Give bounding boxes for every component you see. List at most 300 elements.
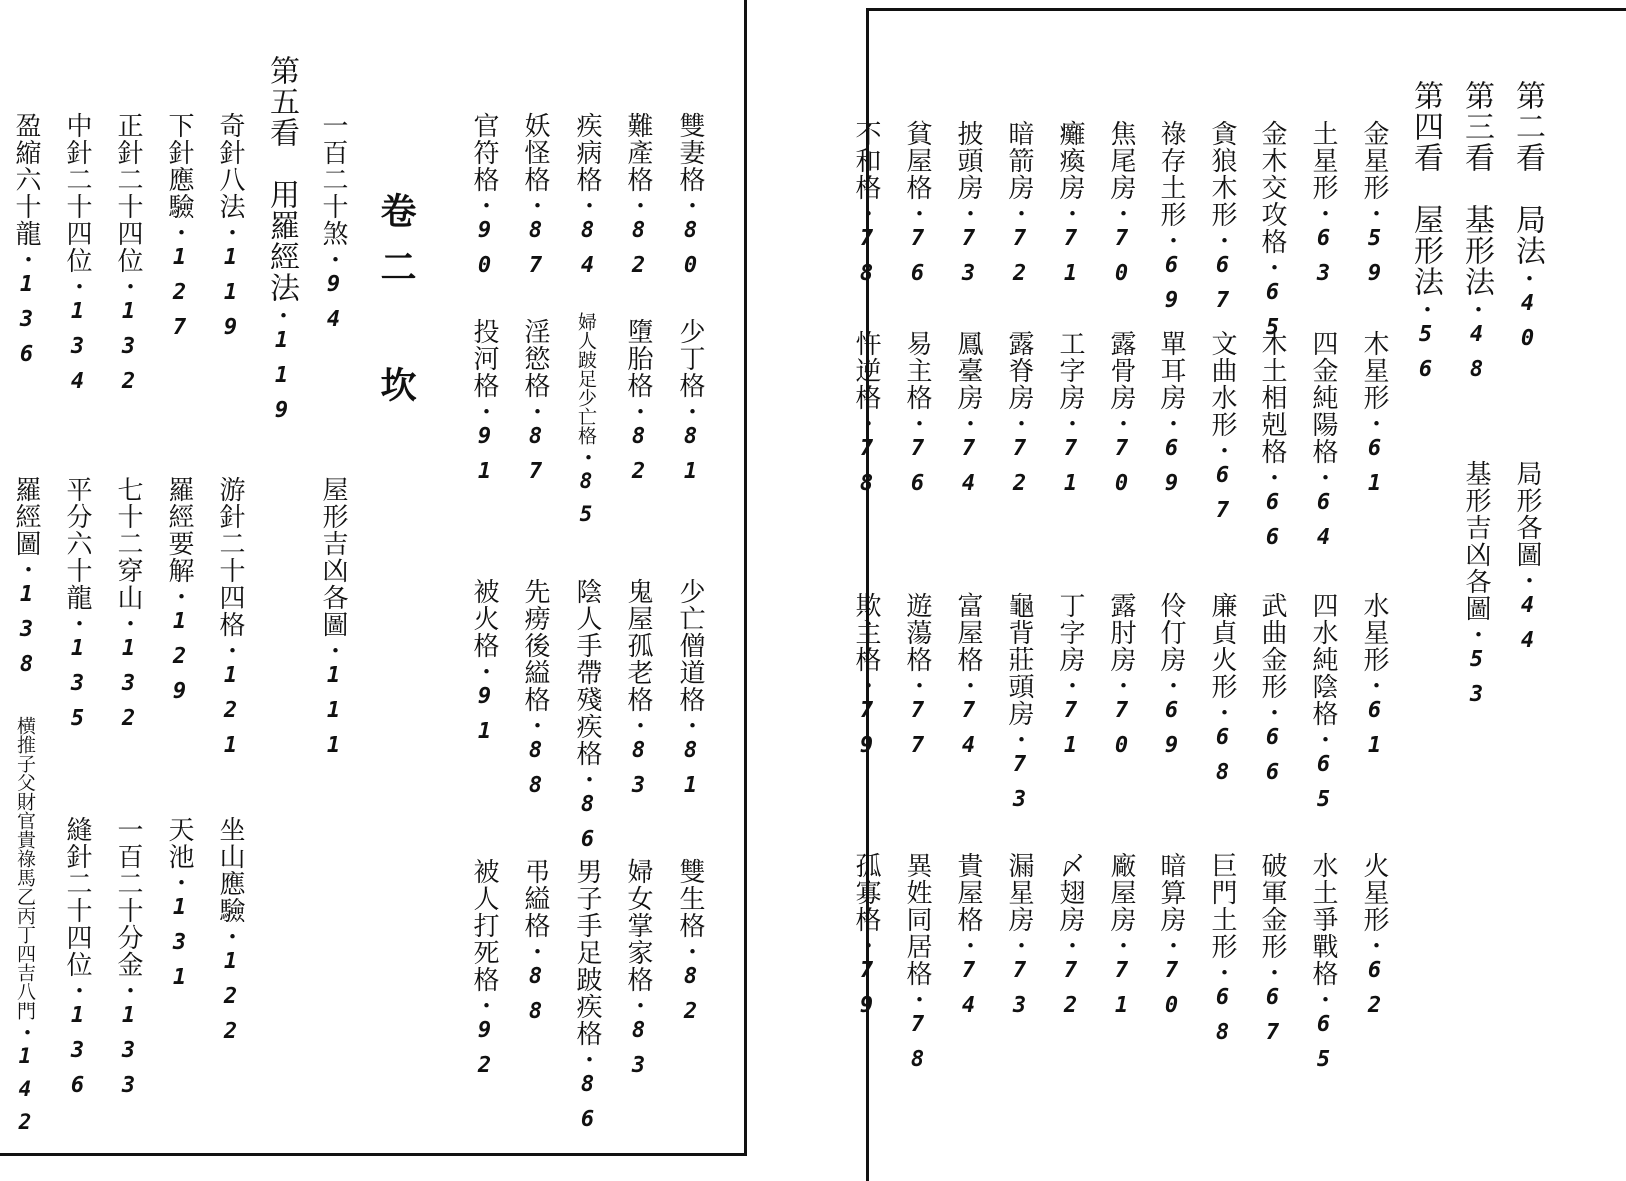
right_page-toc-entry [1108,330,1134,506]
entry-dot: ・ [852,673,880,698]
left_page-toc-entry [166,112,192,350]
entry-page-number: 79 [854,958,879,1028]
entry-page-number: 76 [905,436,930,506]
entry-page-number: 70 [1109,436,1134,506]
entry-title: 廉貞火形 [1207,592,1237,700]
entry-title: 弔縊格 [520,858,550,939]
right_page-toc-entry [1310,120,1336,296]
entry-title: 巨門土形 [1207,852,1237,960]
entry-title: 貪狼木形 [1207,120,1237,228]
entry-page-number: 71 [1109,958,1134,1028]
entry-title: 婦女掌家格 [623,858,653,993]
entry-page-number: 136 [14,272,39,377]
entry-dot: ・ [1005,411,1033,436]
entry-dot: ・ [624,399,652,424]
entry-dot: ・ [1157,411,1185,436]
entry-title: 金星形 [1359,120,1389,201]
left_page-toc-entry [522,578,548,808]
entry-page-number: 72 [1007,436,1032,506]
right_page-toc-entry [1057,852,1083,1028]
entry-title: 富屋格 [953,592,983,673]
entry-title: 坐山應驗 [215,816,245,924]
entry-title: 婦人跛足少亡格 [575,312,597,445]
entry-dot: ・ [63,611,91,636]
entry-title: 盈縮六十龍 [11,112,41,247]
entry-dot: ・ [573,767,601,792]
entry-dot: ・ [1056,673,1084,698]
left_page-toc-entry [13,716,37,1143]
entry-dot: ・ [573,193,601,218]
entry-title: 平分六十龍 [62,476,92,611]
entry-page-number: 61 [1362,698,1387,768]
right_page-toc-entry [1057,592,1083,768]
entry-title: 官符格 [469,112,499,193]
entry-title: 被人打死格 [469,858,499,993]
entry-dot: ・ [216,220,244,245]
entry-title: 露脊房 [1004,330,1034,411]
right_page-toc-entry [1057,120,1083,296]
entry-title: 癱瘓房 [1055,120,1085,201]
entry-dot: ・ [624,713,652,738]
entry-page-number: 72 [1007,226,1032,296]
entry-title: 文曲水形 [1207,330,1237,438]
entry-page-number: 87 [523,424,548,494]
entry-title: 基形吉凶各圖 [1461,460,1491,622]
entry-page-number: 80 [678,218,703,288]
left_page-toc-entry [13,112,39,377]
entry-page-number: 136 [65,1003,90,1108]
entry-page-number: 84 [575,218,600,288]
entry-dot: ・ [521,193,549,218]
entry-dot: ・ [267,303,295,328]
entry-dot: ・ [676,193,704,218]
entry-title: 欺主格 [851,592,881,673]
right_page-toc-entry [1361,852,1387,1028]
entry-dot: ・ [676,713,704,738]
entry-page-number: 68 [1210,985,1235,1055]
entry-page-number: 73 [1007,752,1032,822]
left_page-toc-entry [677,578,703,808]
entry-dot: ・ [1360,411,1388,436]
entry-dot: ・ [1005,727,1033,752]
entry-title: 水星形 [1359,592,1389,673]
entry-page-number: 59 [1362,226,1387,296]
entry-dot: ・ [114,978,142,1003]
entry-dot: ・ [954,411,982,436]
entry-page-number: 71 [1058,226,1083,296]
entry-page-number: 70 [1109,698,1134,768]
entry-dot: ・ [1005,201,1033,226]
entry-page-number: 78 [905,1012,930,1082]
left_page-toc-entry [64,112,90,404]
right_page-toc-entry [1006,120,1032,296]
right_page-toc-entry [1057,330,1083,506]
entry-page-number: 82 [678,964,703,1034]
entry-page-number: 67 [1210,253,1235,323]
entry-title: 披頭房 [953,120,983,201]
entry-page-number: 53 [1464,647,1489,717]
entry-dot: ・ [1258,960,1286,985]
entry-dot: ・ [470,659,498,684]
entry-title: 第四看 屋形法 [1408,80,1443,297]
entry-title: 鳳臺房 [953,330,983,411]
entry-dot: ・ [521,939,549,964]
left_page-toc-entry [677,318,703,494]
entry-page-number: 90 [472,218,497,288]
entry-dot: ・ [954,201,982,226]
entry-page-number: 65 [1311,752,1336,822]
entry-title: 中針二十四位 [62,112,92,274]
right_page-toc-entry [1463,460,1489,717]
entry-page-number: 81 [678,424,703,494]
left_page-toc-entry [320,112,346,342]
entry-page-number: 81 [678,738,703,808]
left_page-toc-entry [166,476,192,714]
right_page-toc-entry [1514,460,1540,663]
left_page-toc-entry [264,55,299,433]
entry-dot: ・ [624,193,652,218]
entry-title: 漏星房 [1004,852,1034,933]
left_page-toc-entry [677,112,703,288]
entry-page-number: 76 [905,226,930,296]
entry-page-number: 111 [321,663,346,768]
entry-dot: ・ [1208,700,1236,725]
entry-page-number: 61 [1362,436,1387,506]
entry-dot: ・ [1056,201,1084,226]
entry-dot: ・ [1513,266,1541,291]
entry-page-number: 87 [523,218,548,288]
entry-page-number: 65 [1311,1012,1336,1082]
entry-title: 游針二十四格 [215,476,245,638]
entry-page-number: 119 [269,328,294,433]
left_page-toc-entry [677,858,703,1034]
entry-page-number: 74 [956,958,981,1028]
entry-page-number: 64 [1311,490,1336,560]
entry-page-number: 119 [218,245,243,350]
entry-page-number: 83 [626,1018,651,1088]
entry-title: 單耳房 [1156,330,1186,411]
entry-title: 墮胎格 [623,318,653,399]
entry-page-number: 69 [1159,436,1184,506]
entry-page-number: 73 [1007,958,1032,1028]
entry-page-number: 127 [167,245,192,350]
entry-title: 淫慾格 [520,318,550,399]
entry-title: 四水純陰格 [1308,592,1338,727]
entry-dot: ・ [1309,201,1337,226]
right_page-toc-entry [1158,330,1184,506]
entry-page-number: 83 [626,738,651,808]
entry-page-number: 88 [523,738,548,808]
left_page-toc-entry [320,476,346,768]
entry-page-number: 56 [1413,322,1438,392]
entry-title: 破軍金形 [1257,852,1287,960]
entry-dot: ・ [1107,673,1135,698]
right_page-toc-entry [853,852,879,1028]
entry-title: 土星形 [1308,120,1338,201]
entry-title: 木星形 [1359,330,1389,411]
entry-title: 第五看 用羅經法 [264,55,299,303]
entry-page-number: 134 [65,299,90,404]
entry-dot: ・ [165,584,193,609]
entry-page-number: 129 [167,609,192,714]
right_page-toc-entry [1209,330,1235,533]
entry-dot: ・ [903,201,931,226]
left_page-toc-entry [625,112,651,288]
entry-title: 孤寡格 [851,852,881,933]
entry-title: 少丁格 [675,318,705,399]
left_page-toc-entry [625,578,651,808]
right_page-toc-entry [853,592,879,768]
entry-page-number: 91 [472,424,497,494]
right_page-toc-entry [853,330,879,506]
entry-title: 雙生格 [675,858,705,939]
entry-page-number: 66 [1260,725,1285,795]
entry-page-number: 73 [956,226,981,296]
entry-dot: ・ [1208,960,1236,985]
entry-page-number: 91 [472,684,497,754]
right_page-toc-entry [904,330,930,506]
entry-title: 第二看 局法 [1510,80,1545,266]
entry-dot: ・ [1157,933,1185,958]
entry-page-number: 86 [575,792,600,862]
entry-title: 縫針二十四位 [62,816,92,978]
right_page-toc-entry [1361,120,1387,296]
entry-page-number: 68 [1210,725,1235,795]
entry-title: 伶仃房 [1156,592,1186,673]
entry-title: 木土相剋格 [1257,330,1287,465]
entry-title: 第三看 基形法 [1459,80,1494,297]
right_page-toc-entry [904,852,930,1082]
entry-title: 男子手足跛疾格 [572,858,602,1047]
entry-dot: ・ [114,274,142,299]
entry-title: 露骨房 [1106,330,1136,411]
entry-dot: ・ [12,557,40,582]
entry-page-number: 65 [1260,280,1285,350]
entry-title: 七十二穿山 [113,476,143,611]
entry-page-number: 69 [1159,253,1184,323]
entry-dot: ・ [1107,933,1135,958]
right_page-toc-entry [1158,592,1184,768]
left_page-toc-entry [217,112,243,350]
entry-page-number: 44 [1515,593,1540,663]
entry-page-number: 86 [575,1072,600,1142]
left_page-toc-entry [522,858,548,1034]
entry-title: 局形各圖 [1512,460,1542,568]
entry-page-number: 71 [1058,698,1083,768]
entry-dot: ・ [676,939,704,964]
entry-dot: ・ [1208,438,1236,463]
entry-title: 雙妻格 [675,112,705,193]
entry-dot: ・ [573,1047,601,1072]
entry-dot: ・ [63,274,91,299]
entry-page-number: 77 [905,698,930,768]
entry-page-number: 121 [218,663,243,768]
entry-page-number: 135 [65,636,90,741]
entry-dot: ・ [63,978,91,1003]
right_page-toc-entry [1209,120,1235,323]
right_page-toc-entry [1006,592,1032,822]
right_page-toc-entry [1408,80,1443,392]
right_page-toc-entry [955,330,981,506]
entry-title: 妖怪格 [520,112,550,193]
entry-dot: ・ [852,201,880,226]
entry-dot: ・ [852,933,880,958]
right_page-toc-entry [1459,80,1494,392]
left_page-toc-entry [64,816,90,1108]
entry-title: 忤逆格 [851,330,881,411]
entry-title: 龜背莊頭房 [1004,592,1034,727]
entry-dot: ・ [1258,465,1286,490]
entry-title: 貴屋格 [953,852,983,933]
entry-page-number: 79 [854,698,879,768]
entry-page-number: 40 [1515,291,1540,361]
left_page-toc-entry [574,858,600,1142]
left_page-toc-entry [574,112,600,288]
entry-dot: ・ [470,993,498,1018]
left_page-toc-entry [115,476,141,741]
entry-title: 先痨後縊格 [520,578,550,713]
entry-title: 陰人手帶殘疾格 [572,578,602,767]
left_page-toc-entry [574,578,600,862]
right_page-toc-entry [1259,852,1285,1055]
entry-dot: ・ [1107,411,1135,436]
entry-dot: ・ [1309,987,1337,1012]
entry-page-number: 88 [523,964,548,1034]
entry-title: 貧屋格 [902,120,932,201]
entry-dot: ・ [216,638,244,663]
right_page-toc-entry [1006,330,1032,506]
right_page-toc-entry [904,592,930,768]
entry-page-number: 142 [13,1044,37,1143]
right_page-toc-entry [1108,852,1134,1028]
left_page-toc-entry [625,318,651,494]
entry-page-number: 74 [956,698,981,768]
left_page-toc-entry [625,858,651,1088]
entry-title: 露肘房 [1106,592,1136,673]
entry-title: 難產格 [623,112,653,193]
entry-dot: ・ [1462,297,1490,322]
entry-title: 疾病格 [572,112,602,193]
right_page-toc-entry [1361,330,1387,506]
right_page-toc-entry [1158,120,1184,323]
entry-dot: ・ [954,673,982,698]
entry-page-number: 85 [574,469,598,535]
entry-dot: ・ [319,247,347,272]
entry-dot: ・ [903,987,931,1012]
right_page-toc-entry [955,592,981,768]
entry-title: 〆翅房 [1055,852,1085,933]
right_page-toc-entry [1259,120,1285,350]
left_page-toc-entry [166,816,192,1000]
entry-dot: ・ [521,399,549,424]
entry-title: 遊蕩格 [902,592,932,673]
entry-page-number: 82 [626,424,651,494]
entry-title: 廠屋房 [1106,852,1136,933]
entry-dot: ・ [1258,700,1286,725]
entry-title: 易主格 [902,330,932,411]
right_page-toc-entry [1310,852,1336,1082]
entry-page-number: 132 [116,299,141,404]
right_page-toc-entry [904,120,930,296]
right_page-toc-entry [1310,592,1336,822]
entry-dot: ・ [1513,568,1541,593]
entry-title: 水土爭戰格 [1308,852,1338,987]
right_page-toc-entry [955,852,981,1028]
entry-title: 異姓同居格 [902,852,932,987]
right_page-toc-entry [1209,592,1235,795]
entry-dot: ・ [319,638,347,663]
entry-dot: ・ [1462,622,1490,647]
left_page-toc-entry [471,318,497,494]
entry-page-number: 62 [1362,958,1387,1028]
entry-page-number: 72 [1058,958,1083,1028]
left_page-toc-entry [217,816,243,1054]
entry-dot: ・ [1360,933,1388,958]
entry-dot: ・ [470,193,498,218]
entry-page-number: 67 [1210,463,1235,533]
right_page-toc-entry [853,120,879,296]
entry-dot: ・ [624,993,652,1018]
entry-page-number: 78 [854,226,879,296]
entry-dot: ・ [1157,673,1185,698]
left_page-toc-entry [115,816,141,1108]
entry-dot: ・ [165,870,193,895]
entry-dot: ・ [676,399,704,424]
left_page-toc-entry [115,112,141,404]
entry-title: 横推子父財官貴祿馬乙丙丁四吉八門 [14,716,36,1020]
entry-dot: ・ [1005,933,1033,958]
left_page-toc-entry [13,476,39,687]
entry-dot: ・ [903,411,931,436]
entry-title: 工字房 [1055,330,1085,411]
entry-dot: ・ [1360,201,1388,226]
entry-dot: ・ [954,933,982,958]
entry-page-number: 132 [116,636,141,741]
entry-title: 一百二十煞 [318,112,348,247]
entry-dot: ・ [572,445,600,469]
entry-dot: ・ [903,673,931,698]
entry-page-number: 67 [1260,985,1285,1055]
entry-title: 羅經要解 [164,476,194,584]
entry-page-number: 66 [1260,490,1285,560]
entry-title: 金木交攻格 [1257,120,1287,255]
entry-dot: ・ [1411,297,1439,322]
entry-title: 鬼屋孤老格 [623,578,653,713]
right_page-toc-entry [1006,852,1032,1028]
left_page-toc-entry [471,578,497,754]
entry-dot: ・ [216,924,244,949]
left_page-toc-entry [574,312,598,535]
right_page-toc-entry [1108,120,1134,296]
entry-title: 丁字房 [1055,592,1085,673]
entry-page-number: 63 [1311,226,1336,296]
right_page-toc-entry [1158,852,1184,1028]
left_page-toc-entry [64,476,90,741]
entry-dot: ・ [1157,228,1185,253]
entry-title: 祿存土形 [1156,120,1186,228]
right_page-toc-entry [1108,592,1134,768]
entry-dot: ・ [11,1020,39,1044]
entry-page-number: 74 [956,436,981,506]
entry-title: 少亡僧道格 [675,578,705,713]
entry-title: 下針應驗 [164,112,194,220]
entry-dot: ・ [1309,465,1337,490]
entry-title: 暗箭房 [1004,120,1034,201]
volume-heading: 卷二 坎 [375,192,417,422]
entry-dot: ・ [852,411,880,436]
entry-page-number: 138 [14,582,39,687]
left_page-toc-entry [471,112,497,288]
